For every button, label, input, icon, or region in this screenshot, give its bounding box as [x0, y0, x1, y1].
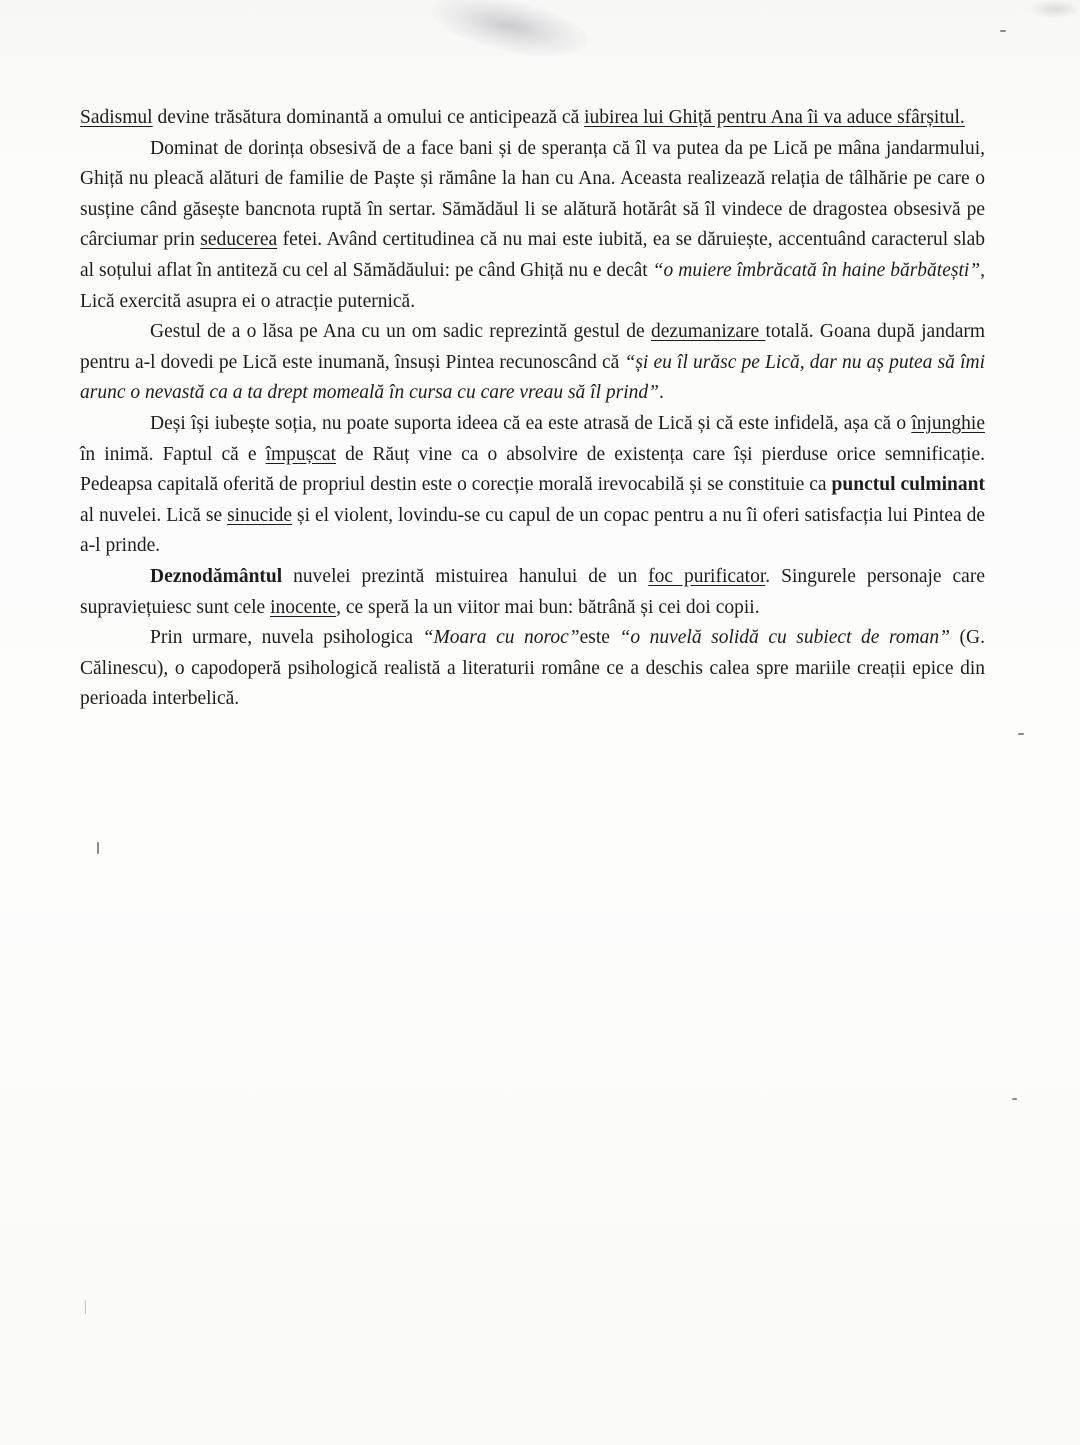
text-run: al nuvelei. Lică se: [80, 504, 228, 526]
text-run: Prin urmare, nuvela psihologica: [150, 627, 423, 649]
text-run: este: [579, 627, 620, 649]
paragraph-2: [80, 134, 985, 318]
text-run: în inimă. Faptul că e: [80, 443, 266, 465]
text-run: Gestul de a o lăsa pe Ana cu un om sadic reprezintă gestul de: [150, 321, 651, 343]
italic-quote: “și eu îl urăsc pe Lică, dar nu aș putea să îmi arunc o nevastă ca a ta drept momeală în cursa cu care vreau să îl prind”: [80, 351, 985, 404]
text-run: , Lică exercită asupra ei o atracție puternică.: [80, 259, 986, 312]
scan-speck: [85, 1300, 86, 1314]
text-run: nuvelei prezintă mistuirea hanului de un: [282, 565, 649, 587]
bold-term: Deznodământul: [150, 565, 283, 587]
underlined-phrase: iubirea lui Ghiță pentru Ana îi va aduce sfârșitul.: [584, 107, 965, 128]
text-run: . Singurele personaje care supraviețuiesc sunt cele: [80, 565, 985, 618]
text-run: fetei. Având certitudinea că nu mai este iubită, ea se dăruiește, accentuând caracterul slab al soțului aflat în antiteză cu cel al Sămădăului: pe când Ghiță nu e decât: [80, 229, 985, 281]
text-run: , ce speră la un viitor mai bun: bătrână și cei doi copii.: [336, 596, 760, 618]
scan-smudge-corner: [1030, 0, 1080, 18]
italic-quote: “o muiere îmbrăcată în haine bărbătești”: [652, 259, 981, 281]
paragraph-5: [80, 562, 985, 623]
underlined-term: seducerea: [200, 229, 278, 251]
underlined-term: înjunghie: [911, 412, 985, 434]
paragraph-3: [80, 317, 985, 409]
underlined-term: inocente: [270, 596, 337, 618]
text-run: devine trăsătura dominantă a omului ce anticipează că: [152, 107, 585, 128]
paragraph-1: [80, 103, 985, 134]
essay-text: [80, 103, 985, 715]
scan-speck: [1018, 733, 1024, 735]
scan-smudge: [426, 0, 593, 68]
text-run: (G. Călinescu), o capodoperă psihologică realistă a literaturii române ce a deschis calea spre mariile creații epice din perioada interbelică.: [80, 627, 985, 710]
italic-title: “Moara cu noroc”: [422, 627, 580, 649]
text-run: totală. Goana după jandarm pentru a-l dovedi pe Lică este inumană, însuși Pintea recunoscând că: [80, 321, 986, 373]
paragraph-4: [80, 409, 985, 562]
underlined-term: foc purificator: [648, 565, 766, 587]
underlined-term: dezumanizare: [650, 321, 766, 343]
text-run: Deși își iubește soția, nu poate suporta ideea că ea este atrasă de Lică și că este infidelă, așa că o: [150, 412, 912, 434]
underlined-term: sinucide: [227, 504, 293, 526]
text-run: și el violent, lovindu-se cu capul de un copac pentru a nu îi oferi satisfacția lui Pintea de a-l prinde.: [80, 504, 986, 557]
paragraph-6: [80, 623, 985, 715]
underlined-term: împușcat: [265, 443, 336, 465]
bold-term: punctul culminant: [831, 474, 985, 496]
underlined-term: Sadismul: [80, 107, 153, 128]
scan-speck: [1012, 1098, 1017, 1100]
text-run: de Răuț vine ca o absolvire de existența care își pierduse orice semnificație. Pedeapsa capitală oferită de propriul destin este o corecție morală irevocabilă și se constituie ca: [80, 443, 985, 496]
text-run: Dominat de dorința obsesivă de a face bani și de speranța că îl va putea da pe Lică pe mâna jandarmului, Ghiță nu pleacă alături de familie de Paște și rămâne la han cu Ana. Aceasta realizează relația de tâlhărie pe care o susține când găsește bancnota ruptă în sertar. Sămădăul li se alătură hotărât să îl vindece de dragostea obsesivă pe cârciumar prin: [80, 137, 985, 251]
scan-speck: [97, 842, 99, 854]
scan-speck: [1000, 30, 1006, 32]
italic-quote: “o nuvelă solidă cu subiect de roman”: [619, 627, 951, 649]
text-run: .: [658, 382, 664, 404]
